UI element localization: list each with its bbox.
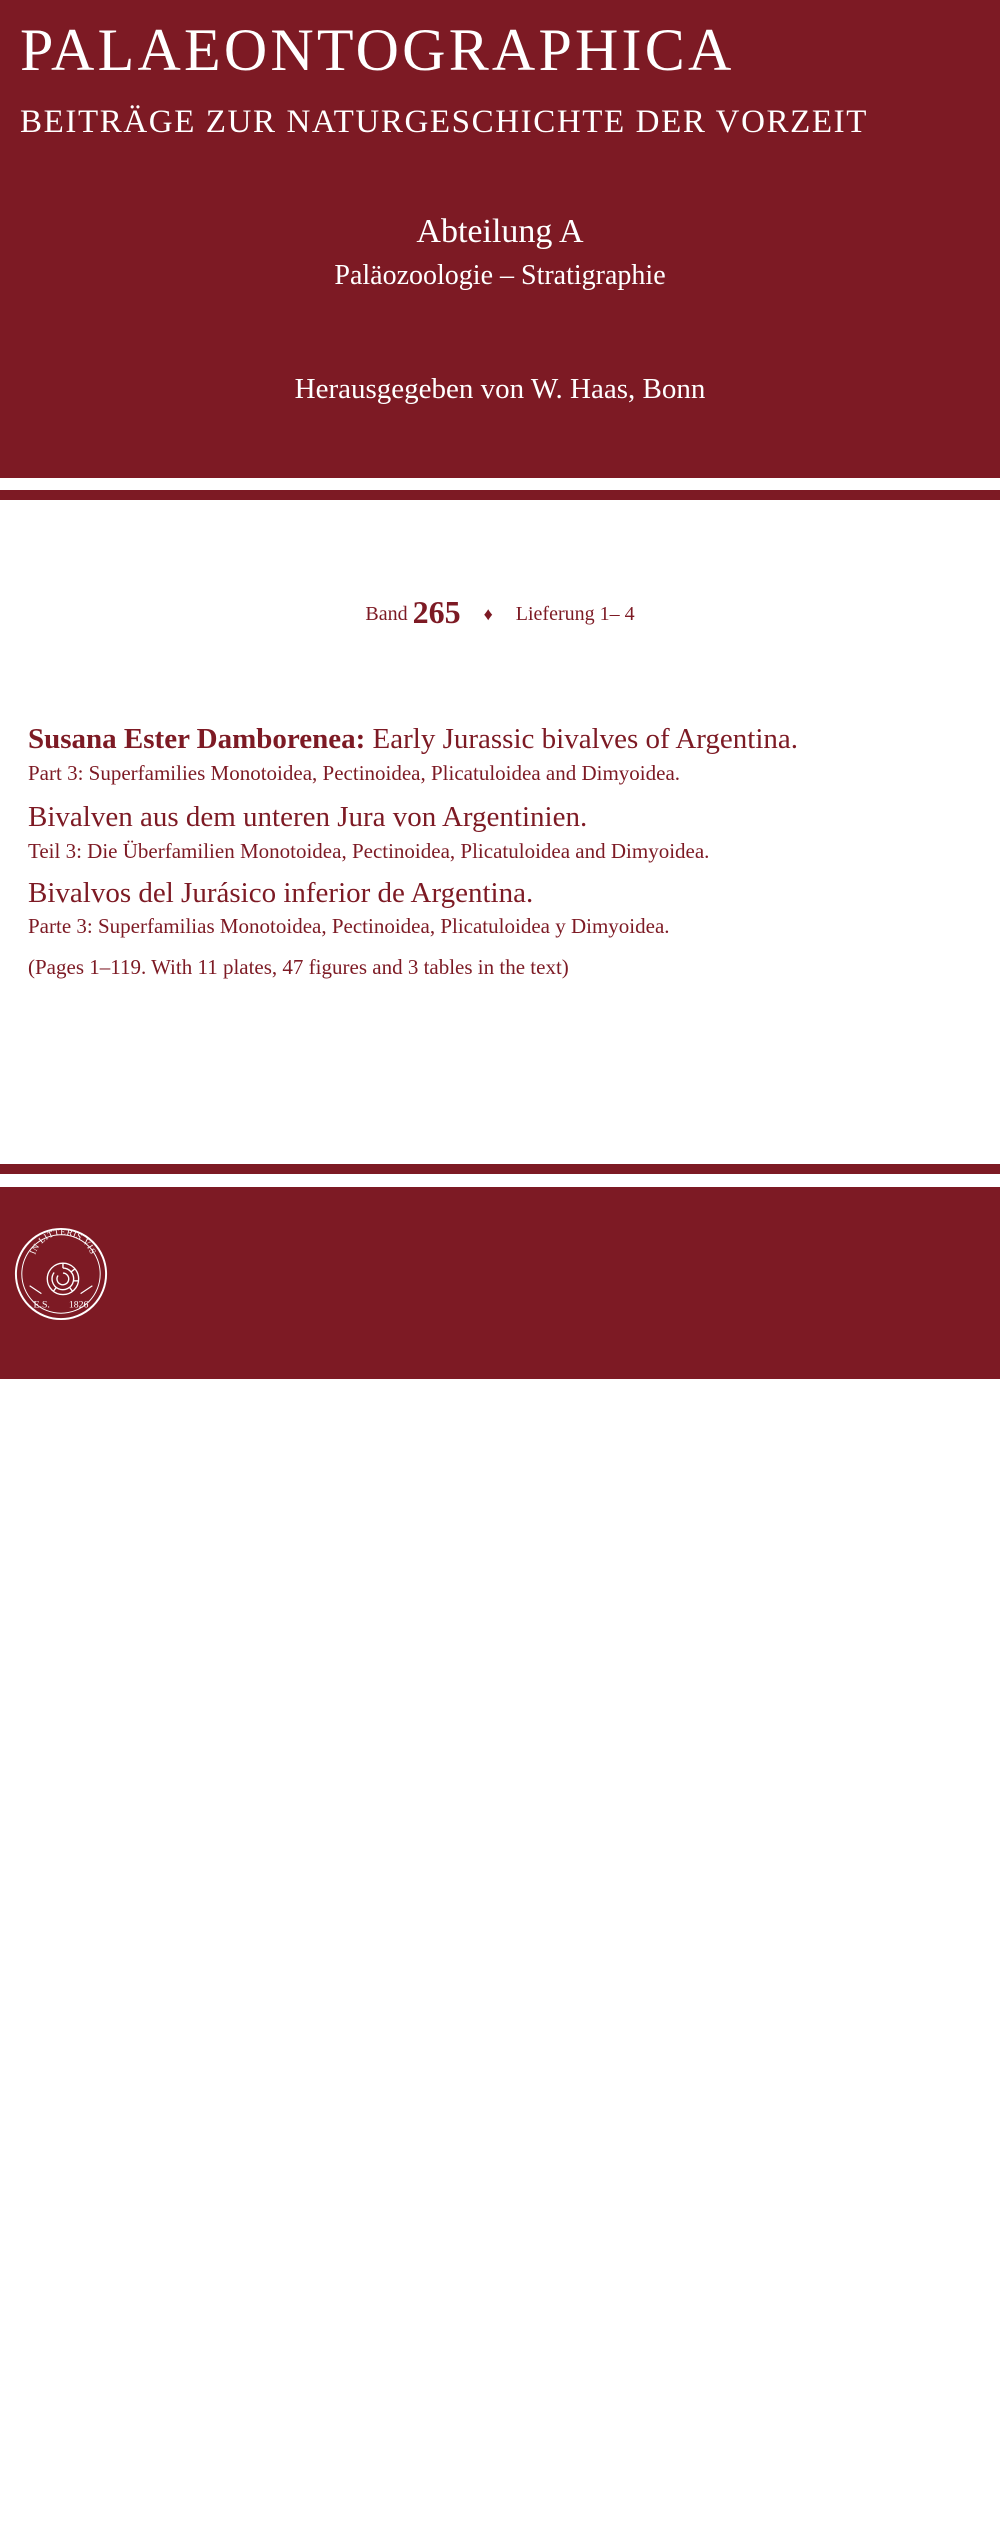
- title-spanish: Bivalvos del Jurásico inferior de Argentina.: [28, 877, 534, 909]
- journal-subtitle: BEITRÄGE ZUR NATURGESCHICHTE DER VORZEIT: [20, 104, 869, 140]
- seal-initials: E.S.: [33, 1299, 50, 1311]
- part-english: Part 3: Superfamilies Monotoidea, Pectinoidea, Plicatuloidea and Dimyoidea.: [28, 761, 681, 785]
- title-english-text: Early Jurassic bivalves of Argentina.: [372, 723, 799, 755]
- division-subject: Paläozoologie – Stratigraphie: [334, 260, 666, 291]
- editor-line: Herausgegeben von W. Haas, Bonn: [294, 373, 706, 405]
- bottom-divider-rule: [0, 1164, 1000, 1174]
- publisher-location-year: (Nägele u. Obermiller) • Stuttgart 2002: [170, 2475, 735, 2515]
- seal-year: 1826: [68, 1299, 89, 1311]
- journal-title: PALAEONTOGRAPHICA: [20, 17, 735, 83]
- seal-motto: IN LITTERIS VIS: [27, 1226, 99, 1256]
- svg-text:IN LITTERIS VIS: [28, 1227, 99, 1256]
- author-name: Susana Ester Damborenea:: [28, 723, 366, 755]
- publisher-name: E. Schweizerbart’sche Verlagsbuchhandlung: [170, 2419, 811, 2459]
- publisher-seal-icon: [12, 1225, 110, 1323]
- volume-line: [0, 592, 1000, 634]
- pages-note: (Pages 1–119. With 11 plates, 47 figures and 3 tables in the text): [28, 955, 569, 979]
- lieferung-label: Lieferung 1– 4: [515, 603, 635, 625]
- publisher-band: [0, 1187, 1000, 2547]
- part-spanish: Parte 3: Superfamilias Monotoidea, Pectinoidea, Plicatuloidea y Dimyoidea.: [28, 914, 670, 938]
- part-german: Teil 3: Die Überfamilien Monotoidea, Pectinoidea, Plicatuloidea and Dimyoidea.: [28, 839, 710, 863]
- top-divider-rule: [0, 490, 1000, 500]
- title-german: Bivalven aus dem unteren Jura von Argentinien.: [28, 801, 588, 833]
- title-english: [28, 722, 798, 756]
- band-label: Band: [365, 603, 408, 625]
- band-number: 265: [412, 594, 461, 630]
- header-band: [0, 0, 1000, 478]
- diamond-separator-icon: ♦: [483, 604, 493, 624]
- issn-number: ISSN 0375-0442: [895, 2535, 974, 2547]
- division-title: Abteilung A: [416, 213, 584, 250]
